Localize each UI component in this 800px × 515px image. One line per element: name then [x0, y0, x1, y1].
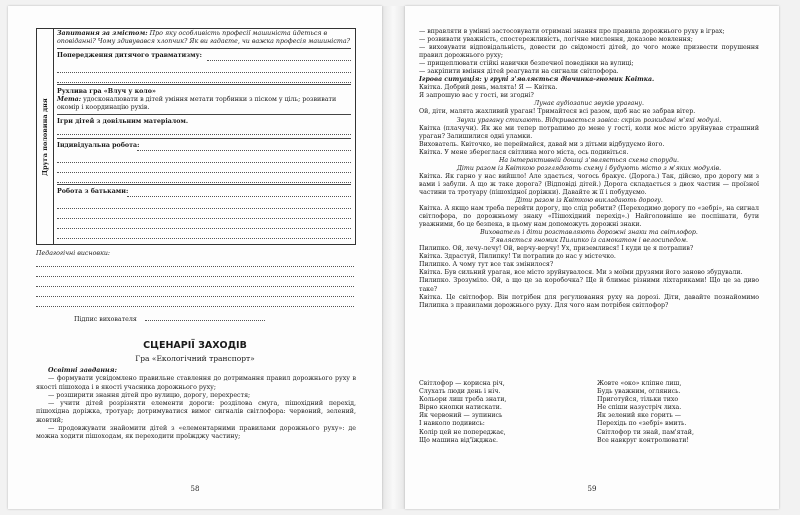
dialogue-line: Пилипко. Ой, лечу-лечу! Ой, верчу-верчу! Ух, приземлився! І куди це я потрапив? — [419, 245, 694, 253]
dialogue-line: Квітка. Був сильний ураган, все місто зруйнувалося. Ми з моїми друзями його заново збудували. — [419, 269, 743, 277]
stage-direction: Лунає аудіозапис звуків урагану. — [534, 100, 644, 108]
free-play: Ігри дітей з довільним матеріалом. — [57, 118, 189, 125]
individual-work: Індивідуальна робота: — [57, 142, 140, 149]
poem-line: Будь уважним, оглянись. — [597, 388, 681, 396]
questions-text: Про яку особливість професії машиніста йдеться в оповіданні? Чому здивувався хлопчик? Як ви гадаєте, чи важка професія машиніста? — [57, 30, 350, 46]
left-body-text — [36, 367, 356, 442]
game-title: Рухлива гра «Влуч у коло» — [57, 88, 156, 95]
signature-row — [74, 314, 265, 323]
notes-section — [36, 250, 354, 307]
left-page — [8, 6, 382, 509]
plan-side-column — [37, 29, 54, 244]
poem-line: Що машина від'їжджає. — [419, 436, 498, 444]
notes-label: Педагогічні висновки: — [36, 250, 111, 257]
dialogue-line: Квітка (плачучи). Як же ми тепер потрапимо до мене у гості, коли моє місто зруйнував страшний ураган? Залишилися одні уламки. — [419, 124, 759, 140]
poem-line: Все навкруг контролювати! — [597, 436, 689, 444]
parents-work: Робота з батьками: — [57, 188, 129, 195]
plan-side-label: Друга половина дня — [41, 97, 49, 176]
poem-line: Вірно кнопки натискати. — [419, 404, 502, 412]
paragraph: — формувати усвідомлено правильне ставлення до дотримання правил дорожнього руху в якості пішохода і в якості учасника дорожнього руху; — [36, 375, 356, 391]
notes-line — [36, 257, 354, 267]
poem-line: Колір цей не попереджає, — [419, 428, 506, 436]
text-line: — закріпити вміння дітей реагувати на сигнали світлофора. — [419, 68, 619, 76]
game-situation: Ігрова ситуація: у групі з'являється дівчинка-гномик Квітка. — [419, 76, 655, 84]
paragraph: — розширити знання дітей про вулицю, дорогу, перехрестя; — [48, 391, 251, 399]
right-page — [405, 6, 779, 509]
right-body-text — [419, 28, 759, 310]
poem-line: Світлофор — корисна річ, — [419, 380, 505, 387]
book-gutter — [382, 6, 405, 509]
page-number: 58 — [190, 485, 200, 493]
dialogue-line: Квітка. А якщо нам треба перейти дорогу, що слід робити? (Переходимо дорогу по «зебрі», на сигнал світлофора, по дорожньому знаку «Пішохідний перехід».) Найголовніше не поспішати, бути уважними, бо це безпека, в цьому нам допоможуть дорожні знаки. — [419, 205, 759, 229]
poem-line: Як червоний — зупинись — [419, 412, 503, 420]
dialogue-line: Квітка. Добрий день, малята! Я — Квітка. — [419, 84, 558, 92]
text-line: — розвивати уважність, спостережливість, логічне мислення, доказове мовлення; — [419, 36, 693, 44]
poem-line: Як зелений яке горить — — [597, 412, 682, 420]
stage-direction: Вихователь і діти розставляють дорожні знаки та світлофор. — [480, 229, 698, 237]
page-number: 59 — [587, 485, 597, 493]
plan-table — [36, 28, 356, 245]
dialogue-line: Пилипко. Зрозуміло. Ой, а що це за коробочка? Ще й блимає різними ліхтариками! Що це за диво таке? — [419, 277, 759, 293]
stage-direction: Звуки урагану стихають. Відкривається завіса: скрізь розкидані м'які модулі. — [456, 116, 722, 124]
paragraph: — учити дітей розрізняти елементи дороги: розділова смуга, пішохідний перехід, пішохідна доріжка, тротуар; дотримуватися вимог сигналів світлофора: червоний, зелений, жовтий; — [36, 400, 356, 424]
text-line: — виховувати відповідальність, довести до свідомості дітей, до чого може призвести порушення правил дорожнього руху; — [419, 44, 759, 60]
signature-label: Підпис вихователя — [74, 316, 137, 323]
paragraph: — продовжувати знайомити дітей з «елементарними правилами дорожнього руху»: де можна ходити пішоходам, як переходити проїжджу частину; — [36, 425, 356, 441]
scenarios-heading: СЦЕНАРІЇ ЗАХОДІВ — [143, 340, 247, 351]
goal-label: Мета: — [57, 96, 82, 103]
poem-line: Перехідь по «зебрі» вмить. — [597, 420, 687, 428]
text-line: — прищеплювати стійкі навички безпечної поведінки на вулиці; — [419, 60, 634, 68]
tasks-label: Освітні завдання: — [48, 367, 117, 374]
poem-line: Жовте «око» кліпне лиш, — [597, 380, 682, 387]
dialogue-line: Квітка. Це світлофор. Він потрібен для регулювання руху на дорозі. Діти, давайте познайомимо Пилипка з правилами дорожнього руху. Для чого нам потрібен світлофор? — [419, 293, 759, 309]
dialogue-line: Я запрошую вас у гості, ви згодні? — [419, 92, 534, 100]
questions-label: Запитання за змістом: — [57, 30, 148, 37]
stage-direction: Діти разом із Квіткою розглядають схему і будують місто з м'яких модулів. — [456, 164, 722, 172]
notes-line — [36, 287, 354, 297]
dialogue-line: Пилипко. А чому тут все так змінилося? — [419, 261, 554, 269]
notes-line — [36, 297, 354, 307]
dialogue-line: Вихователь. Квіточко, не переймайся, давай ми з дітьми відбудуємо його. — [419, 140, 665, 148]
stage-direction: На інтерактивній дошці з'являється схема споруди. — [498, 156, 680, 164]
stage-direction: З'являється гномик Пилипко із самокатом і велосипедом. — [489, 237, 688, 245]
poem-column-left — [419, 380, 579, 445]
dialogue-line: Квітка. Як гарно у нас вийшло! Але здається, чогось бракує. (Дорога.) Так, дійсно, про дорогу ми з вами і забули. А що ж таке дорога? (Відповіді дітей.) Дорога складається з двох частин — проїзної частини та тротуару (пішохідної доріжки). Давайте ж її і побудуємо. — [419, 172, 759, 196]
notes-line — [36, 267, 354, 277]
dialogue-line: Квітка. У мене збереглася світлина мого міста, ось подивіться. — [419, 148, 629, 156]
poem-column-right — [597, 380, 757, 445]
game-heading: Гра «Екологічний транспорт» — [135, 354, 255, 363]
dialogue-line: Квітка. Здрастуй, Пилипку! Ти потрапив до нас у містечко. — [419, 253, 616, 261]
injury-title: Попередження дитячого травматизму: — [57, 52, 203, 59]
poem-line: І навколо подивись: — [419, 420, 485, 428]
poem-line: Світлофор ти знай, пам'ятай, — [597, 428, 694, 436]
text-line: — вправляти в умінні застосовувати отримані знання про правила дорожнього руху в іграх; — [419, 28, 725, 35]
notes-line — [36, 277, 354, 287]
goal-text: удосконалювати в дітей уміння метати торбинки з піском у ціль; розвивати окомір і координацію рухів. — [57, 96, 337, 112]
poem-line: Приготуйся, тільки тихо — [597, 396, 679, 404]
poem-line: Кольори лиш треба знати, — [419, 396, 507, 404]
dialogue-line: Ой, діти, малята жахливий ураган! Тримайтеся всі разом, щоб нас не забрав вітер. — [419, 108, 696, 116]
signature-line — [145, 314, 265, 321]
poem-line: Слухать люди день і ніч. — [419, 388, 501, 396]
poem-line: Не спіши назустріч лиха. — [597, 404, 682, 412]
stage-direction: Діти разом із Квіткою викладають дорогу. — [515, 196, 663, 204]
